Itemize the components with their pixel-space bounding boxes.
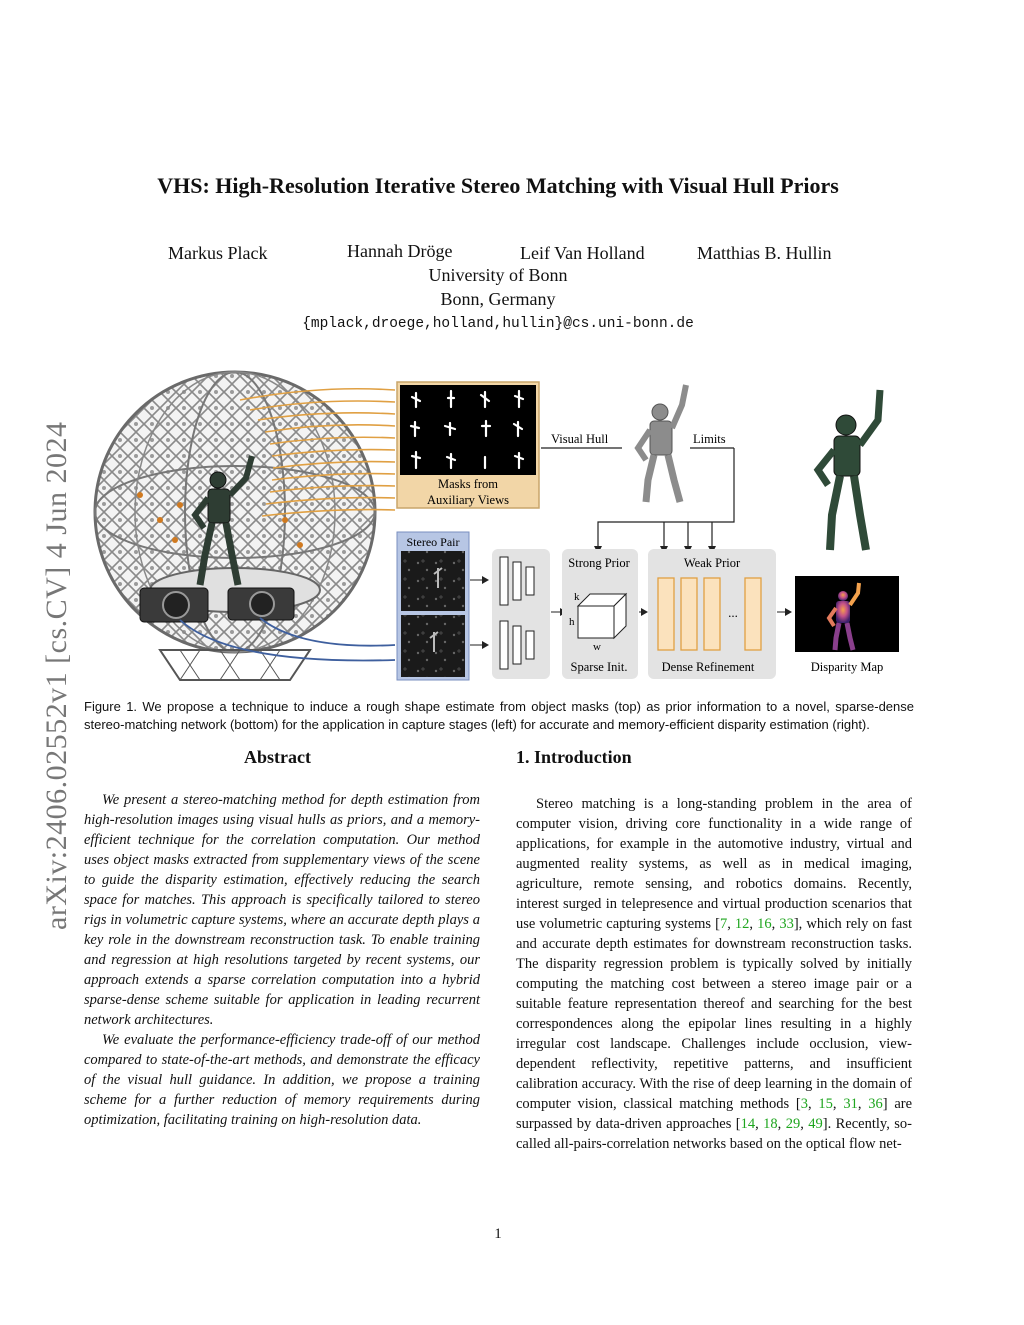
- affiliation-university: University of Bonn: [428, 265, 568, 285]
- citation-link[interactable]: 33: [779, 916, 794, 932]
- paper-title: VHS: High-Resolution Iterative Stereo Matching with Visual Hull Priors: [157, 173, 839, 198]
- figure-caption: Figure 1. We propose a technique to induce a rough shape estimate from object masks (top) as prior information to a novel, sparse-dense stereo-matching network (bottom) for the application in capture stages (left) for accurate and memory-efficient disparity estimation (right).: [84, 699, 914, 732]
- page-number: 1: [494, 1226, 502, 1242]
- feature-encoder: [492, 549, 550, 679]
- visual-hull-flow: [541, 385, 734, 554]
- citation-link[interactable]: 7: [719, 916, 728, 932]
- affiliation-location: Bonn, Germany: [440, 289, 556, 309]
- arxiv-identifier: arXiv:2406.02552v1 [cs.CV] 4 Jun 2024: [40, 421, 73, 930]
- author-2: Hannah Dröge: [347, 241, 453, 261]
- sparse-init-block: [562, 549, 638, 679]
- dense-refinement-block: [648, 549, 776, 679]
- masks-label-1: Masks from: [437, 477, 499, 491]
- citation-link[interactable]: 12: [734, 916, 750, 932]
- stereo-pair-label: Stereo Pair: [406, 535, 460, 549]
- reconstructed-robot: [818, 390, 880, 550]
- weak-prior-label: Weak Prior: [683, 556, 741, 570]
- citation-link[interactable]: 18: [763, 1116, 778, 1132]
- abstract-body: [84, 790, 480, 1130]
- limits-label: Limits: [693, 432, 726, 446]
- citation-link[interactable]: 15: [818, 1096, 833, 1112]
- disparity-map: [795, 576, 899, 674]
- citation-link[interactable]: 16: [757, 916, 772, 932]
- introduction-paragraph: Stereo matching is a long-standing problem in the area of computer vision, driving core functionality in a wide range of applications, for example in the automotive industry, virtual and augmented reality systems, as well as in medical imaging, agriculture, remote sensing, and robotics domains. Recently, interest surged in telepresence and virtual production scenarios that use volumetric capturing systems [7, 12, 16, 33], which rely on fast and accurate depth estimates for downstream reconstruction tasks. The disparity regression problem is typically solved by initially computing the matching cost between a stereo image pair or a suitable feature representation thereof and searching for the best correspondences along the epipolar lines resulting in a highly irregular cost landscape. Challenges include occlusion, view-dependent reflectivity, repetitive patterns, and insufficient calibration accuracy. With the rise of deep learning in the domain of computer vision, classical matching methods [3, 15, 31, 36] are surpassed by data-driven approaches [14, 18, 29, 49]. Recently, so-called all-pairs-correlation networks based on the optical flow net-: [516, 796, 913, 1152]
- ellipsis: ...: [728, 605, 738, 620]
- dim-h: h: [569, 616, 575, 628]
- citation-link[interactable]: 36: [868, 1096, 883, 1112]
- strong-prior-label: Strong Prior: [568, 556, 630, 570]
- author-1: Markus Plack: [168, 243, 268, 263]
- citation-link[interactable]: 29: [785, 1116, 801, 1132]
- dim-k: k: [574, 591, 580, 603]
- citation-link[interactable]: 14: [740, 1116, 756, 1132]
- capture-dome-illustration: [95, 372, 375, 680]
- author-3: Leif Van Holland: [520, 243, 645, 263]
- masks-label-2: Auxiliary Views: [427, 493, 509, 507]
- masks-auxiliary-views: [397, 382, 539, 508]
- introduction-body: [516, 794, 912, 1154]
- author-email: {mplack,droege,holland,hullin}@cs.uni-bonn.de: [302, 316, 694, 332]
- disparity-map-label: Disparity Map: [810, 660, 884, 674]
- citation-link[interactable]: 31: [843, 1096, 858, 1112]
- visual-hull-label: Visual Hull: [551, 432, 609, 446]
- dense-refinement-label: Dense Refinement: [661, 660, 755, 674]
- author-4: Matthias B. Hullin: [697, 243, 832, 263]
- abstract-heading: Abstract: [244, 747, 311, 767]
- citation-link[interactable]: 49: [808, 1116, 823, 1132]
- figure-1: [0, 370, 1024, 690]
- sparse-init-label: Sparse Init.: [570, 660, 628, 674]
- abstract-paragraph-1: We present a stereo-matching method for depth estimation from high-resolution images using visual hulls as priors, and a memory-efficient technique for the correlation computation. Our method uses object masks extracted from supplementary views of the scene to guide the disparity estimation, effectively reducing the search space for matches. This approach is specifically tailored to stereo rigs in volumetric capture systems, where an accurate depth plays a key role in the downstream reconstruction task. To enable training and regression at high resolutions targeted by recent systems, our approach extends a sparse correlation computation into a hybrid sparse-dense scheme suitable for application in leading recurrent network architectures.: [84, 792, 480, 1028]
- abstract-paragraph-2: We evaluate the performance-efficiency trade-off of our method compared to state-of-the-art methods, and demonstrate the efficacy of the visual hull guidance. In addition, we propose a training scheme for a further reduction of memory requirements during optimization, facilitating training on high-resolution data.: [84, 1032, 480, 1128]
- citation-link[interactable]: 3: [800, 1096, 808, 1112]
- introduction-heading: 1. Introduction: [516, 747, 632, 767]
- stereo-pair-panel: [397, 532, 469, 680]
- dim-w: w: [593, 641, 601, 653]
